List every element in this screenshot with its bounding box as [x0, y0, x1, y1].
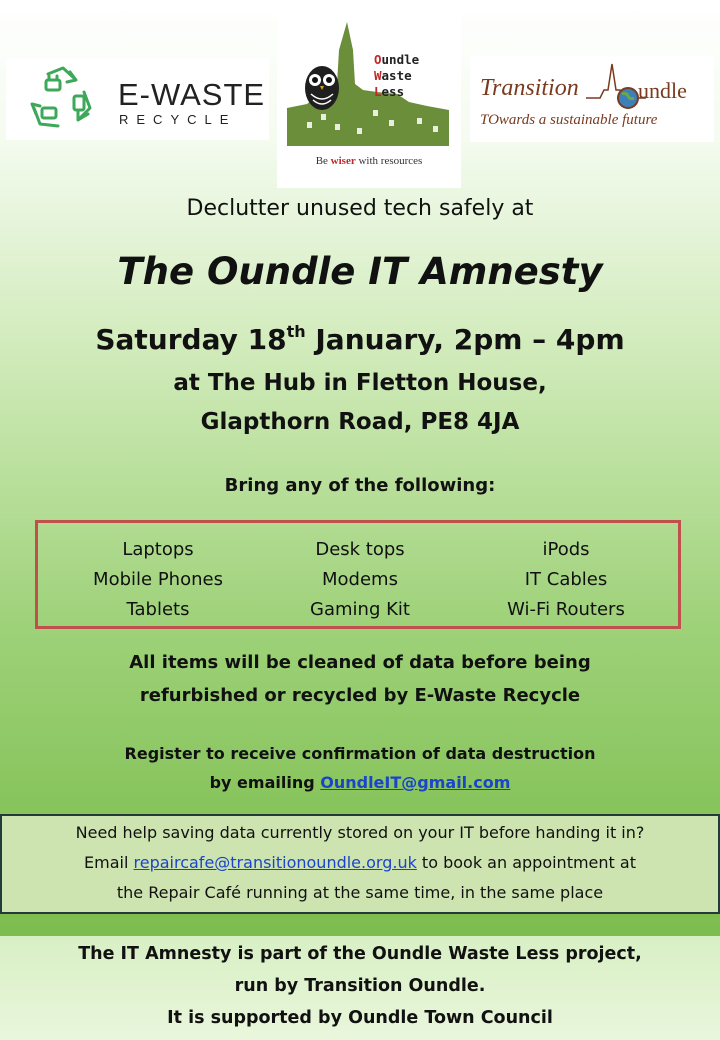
list-item: Laptops [122, 539, 194, 560]
globe-spire-icon [586, 60, 646, 116]
owl-tagline-pre: Be [315, 155, 331, 167]
help-email-suffix: to book an appointment at [416, 853, 636, 872]
list-item: Mobile Phones [93, 569, 223, 590]
date-time: January, 2pm – 4pm [305, 323, 625, 356]
oundle-waste-less-logo [277, 10, 461, 188]
owl-initial-l: L [374, 84, 382, 99]
owl-word-waste: aste [381, 68, 412, 83]
cleaning-line-1: All items will be cleaned of data before being [129, 652, 591, 673]
register-line-1: Register to receive confirmation of data destruction [124, 744, 596, 763]
owl-logo-tagline [277, 155, 461, 167]
help-notice-box [0, 814, 720, 914]
church-spire-owl-icon [277, 10, 461, 150]
help-line-2 [2, 853, 718, 872]
list-item: Wi-Fi Routers [507, 599, 625, 620]
date-ordinal: th [286, 322, 306, 341]
list-item: iPods [542, 539, 590, 560]
list-item: Gaming Kit [310, 599, 410, 620]
bring-heading: Bring any of the following: [224, 475, 496, 496]
footer-line-2: run by Transition Oundle. [234, 976, 486, 996]
register-line-2 [0, 773, 720, 792]
owl-tagline-bold: wiser [330, 155, 356, 167]
oundle-waste-less-wordmark [374, 52, 419, 100]
ewaste-logo-subtitle: RECYCLE [119, 112, 237, 127]
intro-text: Declutter unused tech safely at [186, 196, 534, 221]
items-list-box [35, 520, 681, 629]
transition-logo-tagline: TOwards a sustainable future [480, 112, 658, 128]
help-email-prefix: Email [84, 853, 134, 872]
transition-logo-town: undle [638, 78, 687, 103]
list-item: Tablets [126, 599, 190, 620]
ewaste-logo-title: E-WASTE [118, 77, 266, 112]
owl-initial-o: O [374, 52, 382, 67]
list-item: Modems [322, 569, 398, 590]
footer-line-1: The IT Amnesty is part of the Oundle Waste Less project, [78, 944, 642, 964]
owl-word-less: ess [381, 84, 405, 99]
list-item: IT Cables [524, 569, 608, 590]
transition-logo-title: Transition [480, 75, 579, 101]
date-main: Saturday 18 [95, 323, 287, 356]
footer-line-3: It is supported by Oundle Town Council [167, 1008, 553, 1028]
help-line-3: the Repair Café running at the same time, in the same place [116, 883, 604, 902]
cleaning-line-2: refurbished or recycled by E-Waste Recycle [139, 685, 581, 706]
venue-line-1: at The Hub in Fletton House, [173, 370, 547, 396]
list-item: Desk tops [315, 539, 405, 560]
event-date [0, 323, 720, 356]
owl-word-oundle: undle [381, 52, 420, 67]
repair-cafe-email-link[interactable]: repaircafe@transitionoundle.org.uk [133, 853, 417, 872]
transition-oundle-logo [470, 56, 714, 142]
help-line-1: Need help saving data currently stored on your IT before handing it in? [75, 823, 645, 842]
recycle-plug-icon [18, 62, 108, 136]
owl-initial-w: W [374, 68, 382, 83]
event-title: The Oundle IT Amnesty [117, 250, 603, 293]
owl-tagline-post: with resources [355, 155, 423, 167]
register-email-link[interactable]: OundleIT@gmail.com [320, 773, 511, 792]
register-prefix: by emailing [209, 773, 321, 792]
footer [0, 936, 720, 1040]
ewaste-recycle-logo [6, 58, 269, 140]
venue-line-2: Glapthorn Road, PE8 4JA [200, 409, 520, 435]
